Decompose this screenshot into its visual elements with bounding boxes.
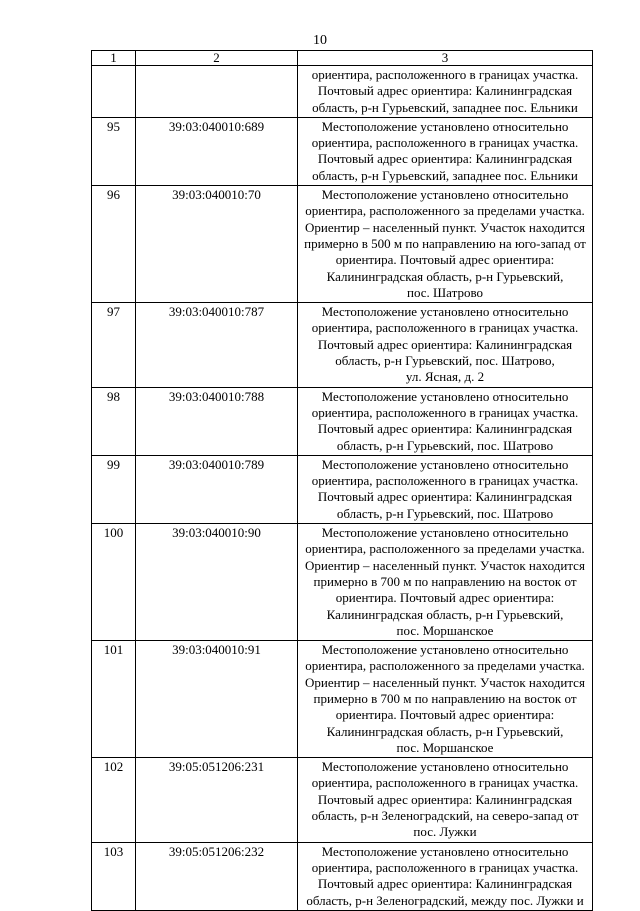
cadastral-number-cell: 39:05:051206:231 [136,758,298,842]
location-description-cell [298,842,593,910]
table-row [92,117,593,185]
location-description-line: Калининградская область, р-н Гурьевский, [326,268,564,284]
location-description-line: ориентира, расположенного в границах участка. [311,859,579,875]
location-description-cell [298,455,593,523]
location-description-cell [298,387,593,455]
location-description-cell [298,117,593,185]
location-description-line: примерно в 500 м по направлению на юго-запад от [304,235,586,251]
row-number-cell: 96 [92,186,136,303]
location-description-line: область, р-н Гурьевский, западнее пос. Ельники [312,99,578,115]
location-description-line: Ориентир – населенный пункт. Участок находится [305,557,585,573]
table-row [92,66,593,118]
location-description-line: пос. Моршанское [396,739,494,755]
location-description-line: ориентира, расположенного за пределами участка. [305,541,585,557]
location-description-line: ориентира. Почтовый адрес ориентира: [335,252,555,268]
location-description-line: ориентира, расположенного в границах участка. [311,67,579,82]
row-number-cell: 103 [92,842,136,910]
location-description-cell [298,641,593,758]
location-description-line: ориентира, расположенного за пределами участка. [305,658,585,674]
land-plots-table [91,50,593,911]
table-row [92,186,593,303]
location-description-line: Местоположение установлено относительно [321,118,569,134]
row-number-cell: 100 [92,524,136,641]
location-description-line: область, р-н Гурьевский, западнее пос. Ельники [312,167,578,183]
location-description-line: ориентира, расположенного в границах участка. [311,775,579,791]
row-number-cell: 97 [92,303,136,387]
location-description-cell [298,66,593,118]
location-description-line: пос. Шатрово [407,284,483,300]
location-description-line: ориентира, расположенного в границах участка. [311,135,579,151]
location-description-line: примерно в 700 м по направлению на восток от [313,690,577,706]
table-row [92,387,593,455]
location-description-line: примерно в 700 м по направлению на восток от [313,573,577,589]
location-description-line: область, р-н Зеленоградский, на северо-запад от [311,808,579,824]
location-description-line: область, р-н Зеленоградский, между пос. Лужки и [306,892,584,908]
location-description-line: Почтовый адрес ориентира: Калининградская [317,421,573,437]
table-body [92,66,593,911]
location-description-cell [298,186,593,303]
location-description-cell [298,303,593,387]
cadastral-number-cell: 39:03:040010:788 [136,387,298,455]
cadastral-number-cell: 39:03:040010:91 [136,641,298,758]
location-description-line: Местоположение установлено относительно [321,642,569,658]
cadastral-number-cell: 39:03:040010:787 [136,303,298,387]
location-description-line: Местоположение установлено относительно [321,759,569,775]
location-description-line: ориентира, расположенного за пределами участка. [305,203,585,219]
cadastral-number-cell: 39:03:040010:90 [136,524,298,641]
location-description-line: Местоположение установлено относительно [321,187,569,203]
location-description-line: Местоположение установлено относительно [321,843,569,859]
row-number-cell [92,66,136,118]
location-description-line: ул. Ясная, д. 2 [405,369,485,385]
row-number-cell: 102 [92,758,136,842]
row-number-cell: 101 [92,641,136,758]
table-row [92,758,593,842]
row-number-cell: 98 [92,387,136,455]
page-number: 10 [313,33,327,48]
table-row [92,641,593,758]
location-description-line: Почтовый адрес ориентира: Калининградская [317,489,573,505]
table-row [92,842,593,910]
location-description-line: Почтовый адрес ориентира: Калининградская [317,336,573,352]
table-row [92,303,593,387]
location-description-line: область, р-н Гурьевский, пос. Шатрово [336,437,554,453]
location-description-line: ориентира. Почтовый адрес ориентира: [335,707,555,723]
row-number-cell: 95 [92,117,136,185]
location-description-line: Калининградская область, р-н Гурьевский, [326,606,564,622]
location-description-line: пос. Моршанское [396,622,494,638]
location-description-line: Местоположение установлено относительно [321,525,569,541]
location-description-line: Почтовый адрес ориентира: Калининградская [317,791,573,807]
location-description-line: Почтовый адрес ориентира: Калининградская [317,876,573,892]
location-description-line: Ориентир – населенный пункт. Участок находится [305,219,585,235]
location-description-line: Местоположение установлено относительно [321,388,569,404]
location-description-cell [298,758,593,842]
table-row [92,455,593,523]
location-description-line: Местоположение установлено относительно [321,456,569,472]
cadastral-number-cell: 39:03:040010:689 [136,117,298,185]
location-description-line: область, р-н Гурьевский, пос. Шатрово, [335,353,555,369]
location-description-line: Почтовый адрес ориентира: Калининградская [317,83,573,99]
location-description-line: ориентира. Почтовый адрес ориентира: [335,590,555,606]
location-description-line: ориентира, расположенного в границах участка. [311,320,579,336]
location-description-line: Почтовый адрес ориентира: Калининградская [317,151,573,167]
location-description-line: область, р-н Гурьевский, пос. Шатрово [336,505,554,521]
cadastral-number-cell: 39:03:040010:70 [136,186,298,303]
location-description-line: ориентира, расположенного в границах участка. [311,473,579,489]
cadastral-number-cell: 39:03:040010:789 [136,455,298,523]
cadastral-number-cell: 39:05:051206:232 [136,842,298,910]
column-header-location: 3 [298,51,593,66]
column-header-cadastral-number: 2 [136,51,298,66]
table-row [92,524,593,641]
location-description-line: Ориентир – населенный пункт. Участок находится [305,674,585,690]
column-header-number: 1 [92,51,136,66]
location-description-line: Местоположение установлено относительно [321,304,569,320]
row-number-cell: 99 [92,455,136,523]
location-description-cell [298,524,593,641]
location-description-line: ориентира, расположенного в границах участка. [311,404,579,420]
location-description-line: пос. Лужки [413,824,477,840]
cadastral-number-cell [136,66,298,118]
table-header-row [92,51,593,66]
location-description-line: Калининградская область, р-н Гурьевский, [326,723,564,739]
